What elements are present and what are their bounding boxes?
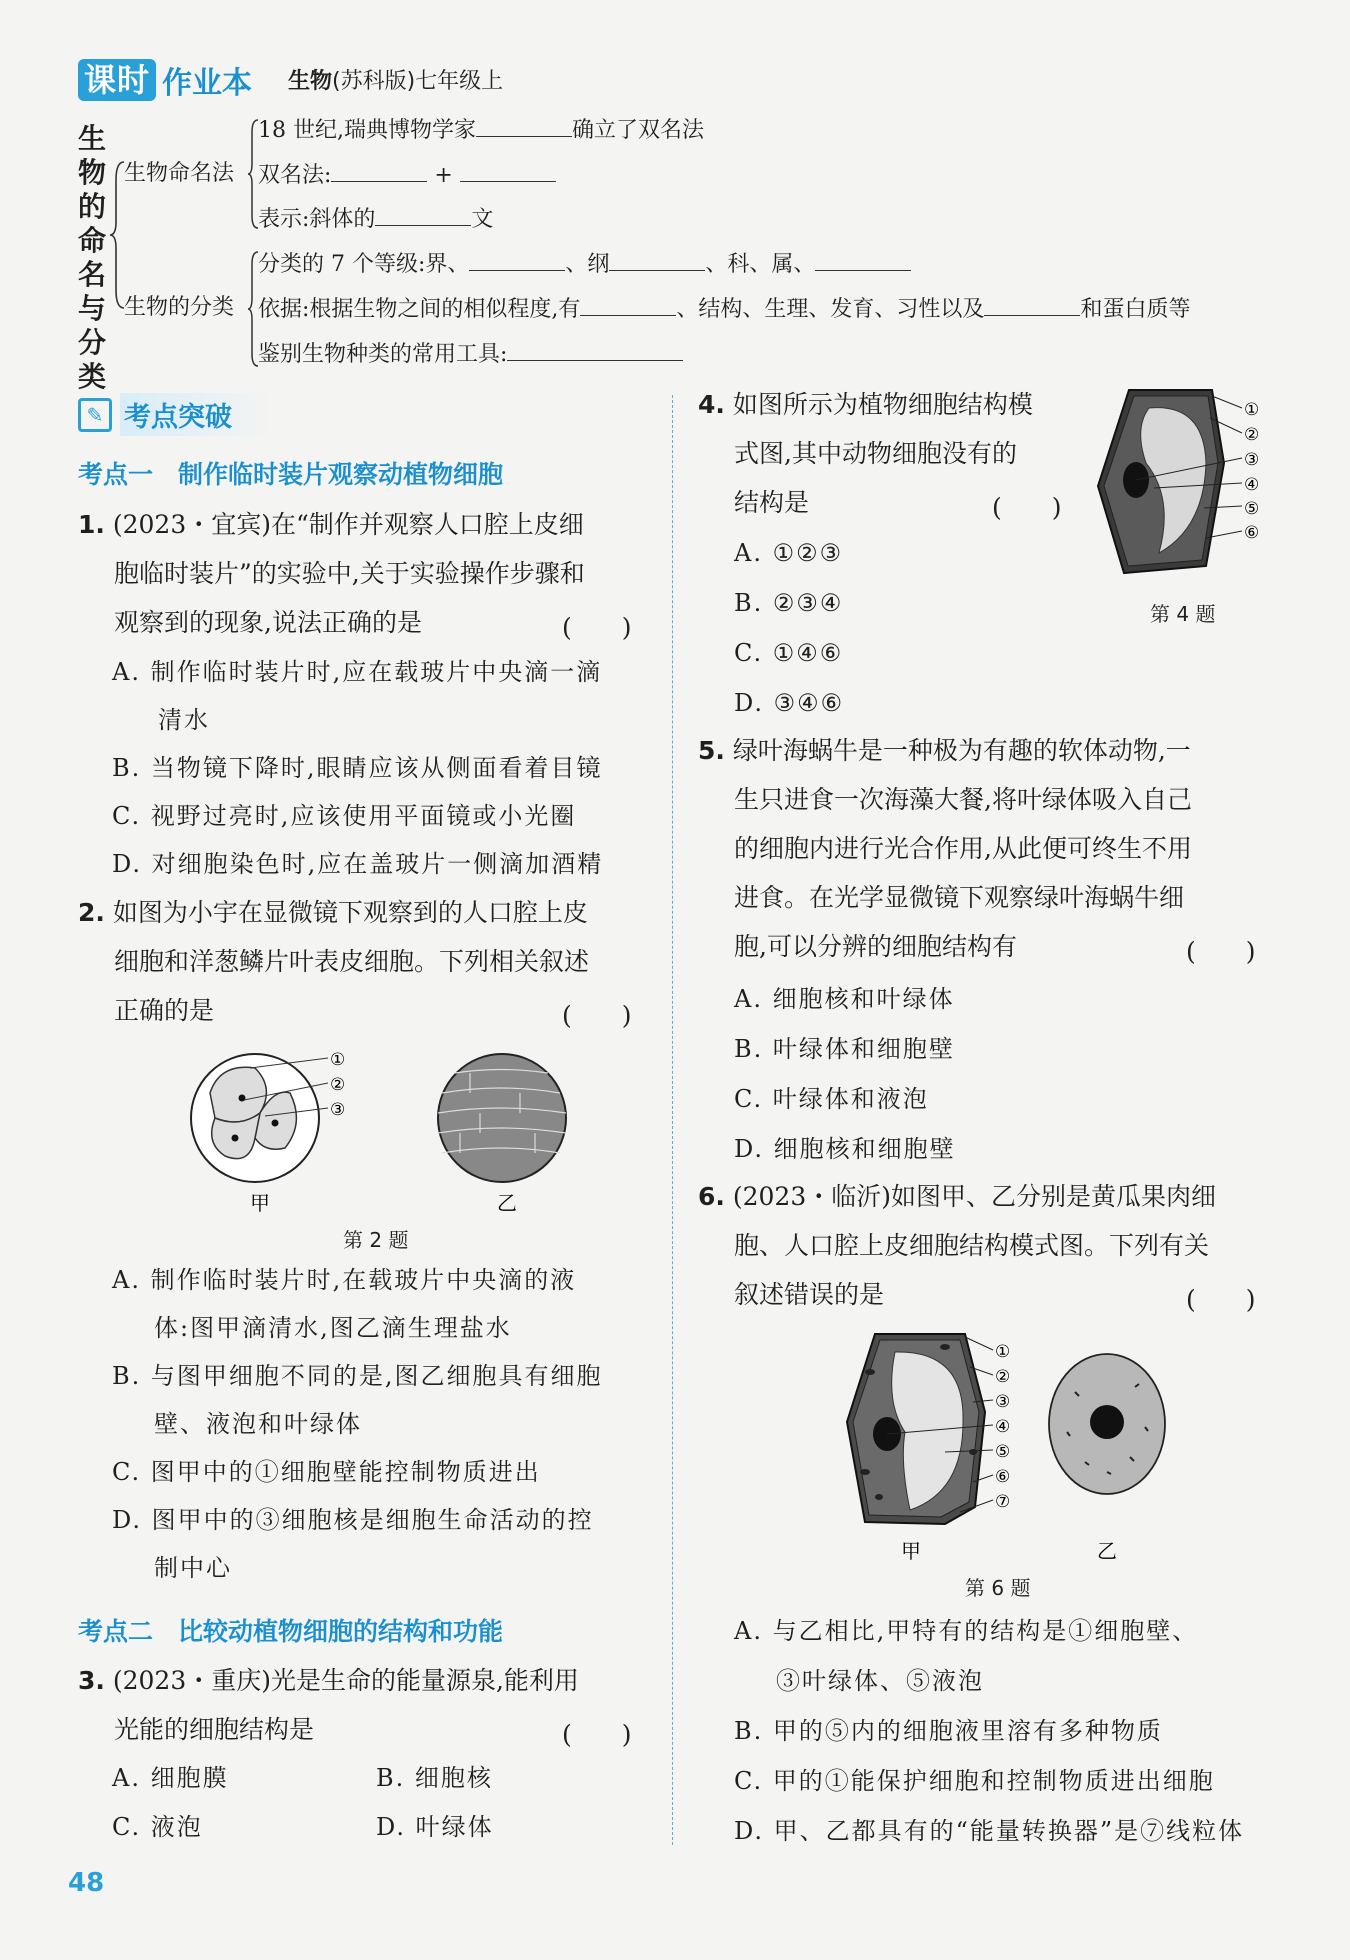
q4-caption: 第 4 题 [1150, 602, 1216, 626]
q2-option-d[interactable]: D. 图甲中的③细胞核是细胞生命活动的控 [112, 1506, 594, 1534]
q4-option-a[interactable]: A. ①②③ [734, 539, 844, 567]
column-divider [672, 395, 673, 1845]
class-line-3: 鉴别生物种类的常用工具: [258, 340, 683, 368]
q1-answer-bracket[interactable]: ( ) [562, 613, 632, 642]
naming-line-2: 双名法: + [258, 161, 556, 189]
section-heading [78, 393, 272, 436]
q4-plant-cell-figure [1094, 388, 1284, 578]
naming-line-3: 表示:斜体的 文 [258, 207, 494, 232]
svg-text:③: ③ [995, 1392, 1011, 1412]
kaodian-one: 考点一 制作临时装片观察动植物细胞 [78, 460, 504, 489]
q5-option-a[interactable]: A. 细胞核和叶绿体 [734, 985, 955, 1013]
section-title: 考点突破 [120, 393, 272, 436]
question-2: 2. 如图为小宇在显微镜下观察到的人口腔上皮 细胞和洋葱鳞片叶表皮细胞。下列相关叙述 正确的是 [78, 898, 590, 1025]
svg-text:①: ① [1244, 400, 1260, 420]
svg-text:②: ② [995, 1367, 1011, 1387]
class-line-1: 分类的 7 个等级:界、 、纲 、科、属、 [258, 250, 911, 278]
q6-fig-yi: 乙 [1097, 1539, 1117, 1563]
naming-label: 生物命名法 [124, 161, 235, 186]
question-5: 5. 绿叶海蜗牛是一种极为有趣的软体动物,一 生只进食一次海藻大餐,将叶绿体吸入自己 的细胞内进行光合作用,从此便可终生不用 进食。在光学显微镜下观察绿叶海蜗牛细 胞,可以分辨的细胞结构有 [698, 736, 1192, 961]
q6-option-c[interactable]: C. 甲的①能保护细胞和控制物质进出细胞 [734, 1767, 1215, 1795]
header-subject [288, 64, 503, 95]
q2-label-3: ③ [330, 1100, 346, 1120]
question-3: 3. (2023・重庆)光是生命的能量源泉,能利用 光能的细胞结构是 [78, 1666, 579, 1744]
header-logo [78, 58, 252, 102]
q3-option-d[interactable]: D. 叶绿体 [376, 1813, 494, 1841]
q1-option-b[interactable]: B. 当物镜下降时,眼睛应该从侧面看着目镜 [112, 754, 603, 782]
svg-text:④: ④ [995, 1417, 1011, 1437]
q1-option-d[interactable]: D. 对细胞染色时,应在盖玻片一侧滴加酒精 [112, 850, 604, 878]
q6-figure [845, 1332, 1185, 1572]
edition: (苏科版)七年级上 [332, 69, 504, 94]
q2-answer-bracket[interactable]: ( ) [562, 1001, 632, 1030]
q5-option-c[interactable]: C. 叶绿体和液泡 [734, 1085, 929, 1113]
q6-option-d[interactable]: D. 甲、乙都具有的“能量转换器”是⑦线粒体 [734, 1817, 1245, 1845]
kaodian-two: 考点二 比较动植物细胞的结构和功能 [78, 1617, 504, 1646]
q1-option-c[interactable]: C. 视野过亮时,应该使用平面镜或小光圈 [112, 802, 577, 830]
q1-option-a[interactable]: A. 制作临时装片时,应在载玻片中央滴一滴 [112, 658, 603, 686]
question-6: 6. (2023・临沂)如图甲、乙分别是黄瓜果肉细 胞、人口腔上皮细胞结构模式图。下列有关 叙述错误的是 [698, 1182, 1216, 1309]
svg-text:①: ① [995, 1342, 1011, 1362]
q2-label-1: ① [330, 1050, 346, 1070]
q3-option-c[interactable]: C. 液泡 [112, 1813, 203, 1841]
naming-line-1: 18 世纪,瑞典博物学家 确立了双名法 [258, 118, 704, 143]
page-number: 48 [68, 1868, 105, 1898]
q2-option-b[interactable]: B. 与图甲细胞不同的是,图乙细胞具有细胞 [112, 1362, 603, 1390]
q2-caption: 第 2 题 [343, 1228, 409, 1252]
q4-options [734, 528, 844, 728]
q5-option-b[interactable]: B. 叶绿体和细胞壁 [734, 1035, 955, 1063]
q4-option-d[interactable]: D. ③④⑥ [734, 689, 845, 717]
q2-fig-yi: 乙 [497, 1191, 517, 1215]
concept-map-title: 生物的命名与分类 [77, 122, 106, 393]
q2-figure [180, 1038, 600, 1218]
svg-text:⑤: ⑤ [1244, 499, 1260, 519]
q1-options: A. 制作临时装片时,应在载玻片中央滴一滴 清水 B. 当物镜下降时,眼睛应该从侧面看着目镜 C. 视野过亮时,应该使用平面镜或小光圈 D. 对细胞染色时,应在盖玻片一侧滴加酒精 [112, 648, 603, 888]
logo-text: 作业本 [162, 66, 253, 101]
q6-option-a[interactable]: A. 与乙相比,甲特有的结构是①细胞壁、 [734, 1617, 1199, 1645]
svg-text:⑥: ⑥ [1244, 523, 1260, 543]
logo-box: 课时 [78, 59, 156, 101]
svg-text:⑤: ⑤ [995, 1442, 1011, 1462]
question-1: 1. (2023・宜宾)在“制作并观察人口腔上皮细 胞临时装片”的实验中,关于实验操作步骤和 观察到的现象,说法正确的是 [78, 510, 585, 637]
q3-option-a[interactable]: A. 细胞膜 [112, 1764, 229, 1792]
q2-fig-jia: 甲 [250, 1191, 270, 1215]
svg-text:②: ② [1244, 425, 1260, 445]
q3-answer-bracket[interactable]: ( ) [562, 1720, 632, 1749]
q3-option-b[interactable]: B. 细胞核 [376, 1764, 493, 1792]
q6-options: A. 与乙相比,甲特有的结构是①细胞壁、 ③叶绿体、⑤液泡 B. 甲的⑤内的细胞液里溶有多种物质 C. 甲的①能保护细胞和控制物质进出细胞 D. 甲、乙都具有的“能量转换器”是⑦线粒体 [734, 1606, 1244, 1856]
q5-answer-bracket[interactable]: ( ) [1186, 937, 1256, 966]
q5-option-d[interactable]: D. 细胞核和细胞壁 [734, 1135, 956, 1163]
svg-text:④: ④ [1244, 475, 1260, 495]
q6-caption: 第 6 题 [965, 1576, 1031, 1600]
svg-text:⑥: ⑥ [995, 1467, 1011, 1487]
question-4: 4. 如图所示为植物细胞结构模 式图,其中动物细胞没有的 结构是 [698, 390, 1033, 517]
q2-label-2: ② [330, 1075, 346, 1095]
q5-options [734, 974, 956, 1174]
q4-answer-bracket[interactable]: ( ) [992, 493, 1062, 522]
q6-fig-jia: 甲 [901, 1539, 921, 1563]
q4-option-c[interactable]: C. ①④⑥ [734, 639, 844, 667]
q2-option-c[interactable]: C. 图甲中的①细胞壁能控制物质进出 [112, 1458, 541, 1486]
q2-option-a[interactable]: A. 制作临时装片时,在载玻片中央滴的液 [112, 1266, 577, 1294]
q4-option-b[interactable]: B. ②③④ [734, 589, 844, 617]
classification-label: 生物的分类 [124, 295, 235, 320]
q2-options: A. 制作临时装片时,在载玻片中央滴的液 体:图甲滴清水,图乙滴生理盐水 B. 与图甲细胞不同的是,图乙细胞具有细胞 壁、液泡和叶绿体 C. 图甲中的①细胞壁能控制物质进出 D. 图甲中的③细胞核是细胞生命活动的控 制中心 [112, 1256, 603, 1592]
q6-option-b[interactable]: B. 甲的⑤内的细胞液里溶有多种物质 [734, 1717, 1163, 1745]
q6-answer-bracket[interactable]: ( ) [1186, 1285, 1256, 1314]
svg-text:⑦: ⑦ [995, 1492, 1011, 1512]
class-line-2: 依据:根据生物之间的相似程度,有 、结构、生理、发育、习性以及 和蛋白质等 [258, 297, 1191, 322]
subject-name: 生物 [288, 69, 333, 94]
svg-text:③: ③ [1244, 450, 1260, 470]
pencil-icon: ✎ [78, 398, 112, 432]
